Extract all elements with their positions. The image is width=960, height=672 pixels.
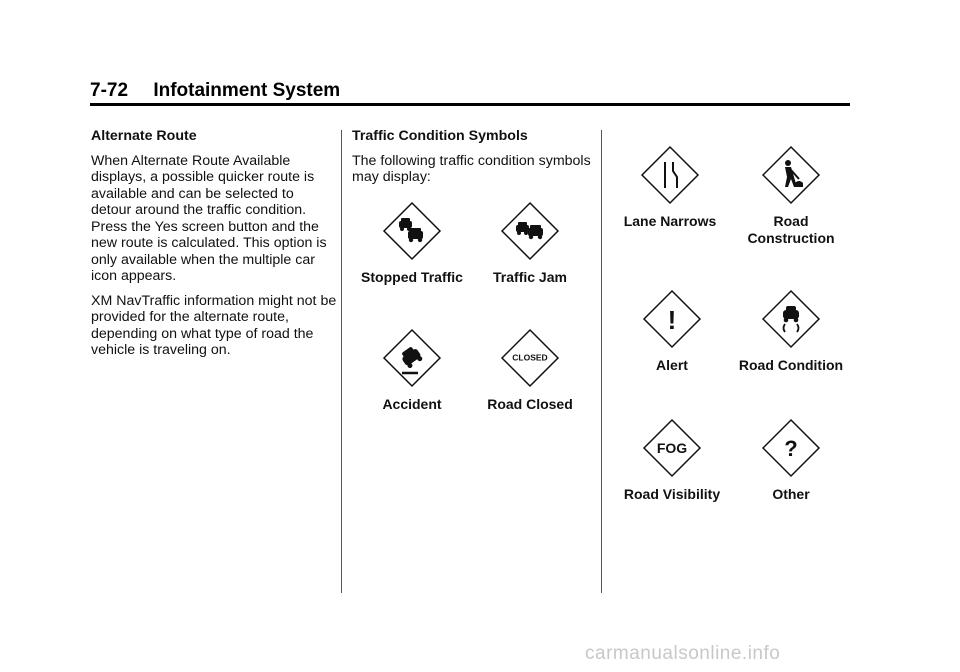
symbol-label: Road Visibility [623,486,721,502]
alternate-route-section [91,128,337,367]
symbol-label: Traffic Jam [493,269,567,285]
sign-text: ! [667,305,677,335]
symbol-road-construction [731,145,851,247]
lane-narrows-icon [640,145,700,205]
column-divider-right [601,130,602,593]
symbol-label: Accident [382,396,442,412]
symbol-label: Alert [656,357,688,373]
traffic-symbols-intro: The following traffic condition symbols may display: [352,152,591,185]
symbol-label: Stopped Traffic [361,269,463,285]
symbol-accident [352,328,472,413]
alternate-route-paragraph-1: When Alternate Route Available displays, a possible quicker route is available and can be selected to detour around the traffic condition. Press the Yes screen button and the new route is calculated. This option is only available when the multiple car icon appears. [91,152,327,284]
sign-text: CLOSED [512,352,548,363]
watermark: carmanualsonline.info [585,643,781,664]
symbol-label: Other [772,486,810,502]
symbol-road-closed [470,328,590,413]
accident-icon [382,328,442,388]
page-header [90,80,340,102]
symbol-other [731,418,851,503]
road-construction-icon [761,145,821,205]
symbol-road-condition [731,289,851,374]
other-icon [761,418,821,478]
alternate-route-heading: Alternate Route [91,128,197,144]
header-rule [90,103,850,106]
road-visibility-icon [642,418,702,478]
column-divider-left [341,130,342,593]
stopped-traffic-icon [382,201,442,261]
symbol-label: Road Construction [747,213,835,246]
symbol-label: Road Closed [487,396,573,412]
symbol-stopped-traffic [352,201,472,286]
alert-icon [642,289,702,349]
symbol-road-visibility [612,418,732,503]
page-number: 7-72 [90,80,129,101]
traffic-symbols-section [352,128,592,194]
symbol-label: Road Condition [738,357,844,373]
symbol-lane-narrows [610,145,730,230]
symbol-traffic-jam [470,201,590,286]
alternate-route-paragraph-2: XM NavTraffic information might not be provided for the alternate route, depending on what type of road the vehicle is traveling on. [91,292,337,358]
sign-text: FOG [656,440,688,456]
symbol-alert [612,289,732,374]
traffic-jam-icon [500,201,560,261]
symbol-label: Lane Narrows [623,213,717,229]
section-title: Infotainment System [153,80,341,101]
traffic-symbols-heading: Traffic Condition Symbols [352,128,528,144]
road-closed-icon [500,328,560,388]
road-condition-icon [761,289,821,349]
sign-text: ? [784,436,798,461]
